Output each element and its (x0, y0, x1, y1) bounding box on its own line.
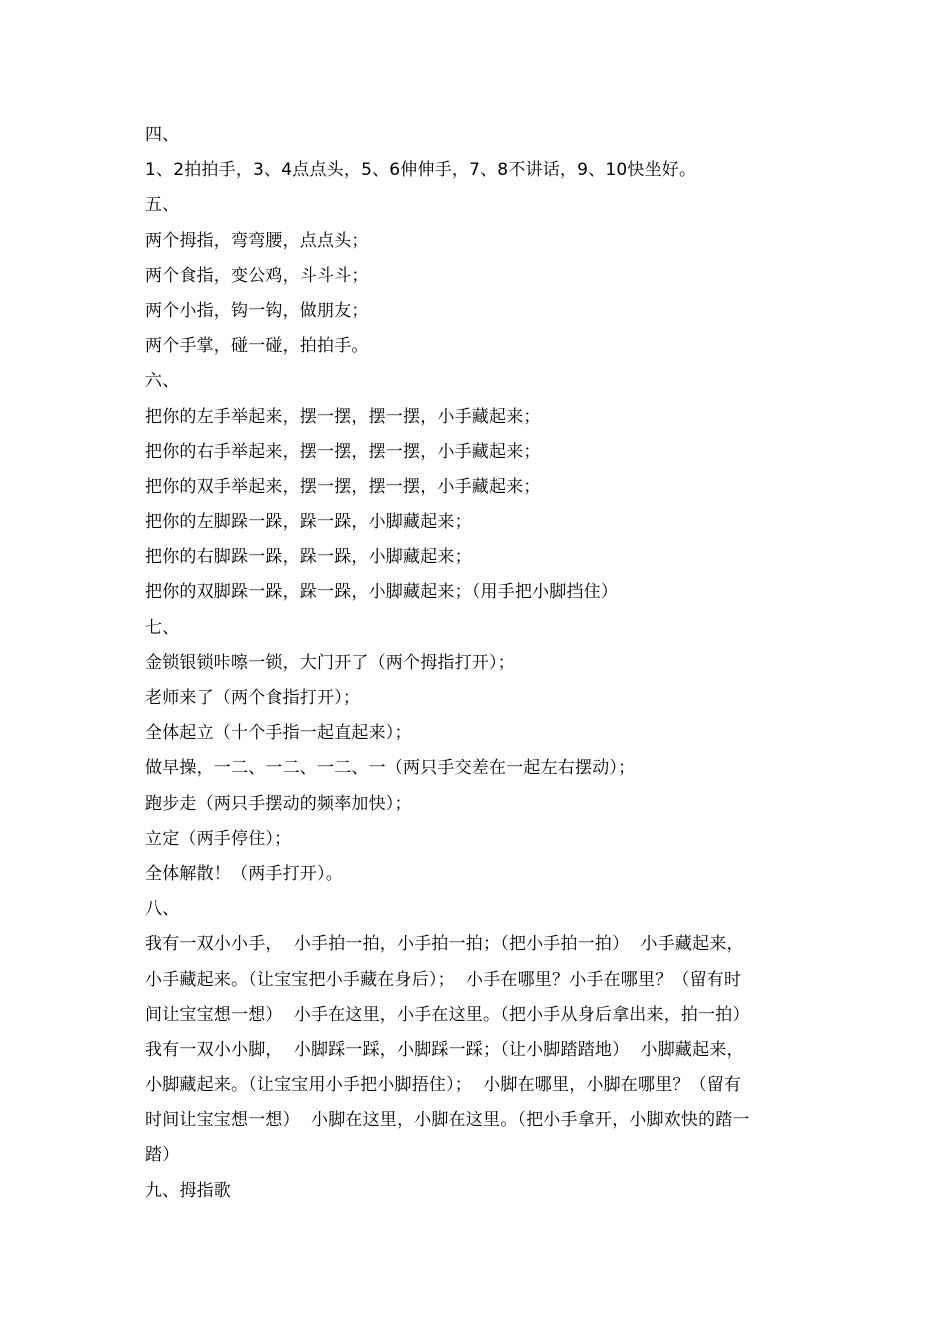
text-line: 把你的左脚跺一跺，跺一跺，小脚藏起来； (145, 512, 472, 533)
text-line: 间让宝宝想一想） 小手在这里，小手在这里。（把小手从身后拿出来，拍一拍） (145, 1004, 750, 1025)
section-heading-6: 六、 (145, 371, 180, 392)
text-line: 做早操，一二、一二、一二、一（两只手交差在一起左右摆动）； (145, 758, 636, 779)
text-line: 两个拇指，弯弯腰，点点头； (145, 230, 369, 251)
document-body (145, 118, 810, 1209)
text-line: 我有一双小小手， 小手拍一拍，小手拍一拍；（把小手拍一拍） 小手藏起来， (145, 934, 744, 955)
text-line: 把你的双手举起来，摆一摆，摆一摆，小手藏起来； (145, 476, 541, 497)
text-line: 全体起立（十个手指一起直起来）； (145, 723, 412, 744)
text-line: 时间让宝宝想一想） 小脚在这里，小脚在这里。（把小手拿开，小脚欢快的踏一 (145, 1110, 750, 1131)
text-line: 金锁银锁咔嚓一锁，大门开了（两个拇指打开）； (145, 652, 515, 673)
text-line: 1、2拍拍手，3、4点点头，5、6伸伸手，7、8不讲话，9、10快坐好。 (145, 160, 697, 181)
text-line: 跑步走（两只手摆动的频率加快）； (145, 793, 412, 814)
text-line: 把你的左手举起来，摆一摆，摆一摆，小手藏起来； (145, 406, 541, 427)
section-heading-5: 五、 (145, 195, 180, 216)
text-line: 老师来了（两个食指打开）； (145, 688, 361, 708)
text-line: 立定（两手停住）； (145, 828, 292, 849)
text-line: 两个手掌，碰一碰，拍拍手。 (145, 336, 369, 357)
section-heading-8: 八、 (145, 899, 180, 920)
section-heading-4: 四、 (145, 125, 180, 145)
section-heading-9: 九、拇指歌 (145, 1180, 231, 1201)
text-line: 两个小指，钩一钩，做朋友； (145, 300, 369, 321)
section-heading-7: 七、 (145, 617, 180, 638)
text-line: 两个食指，变公鸡，斗斗斗； (145, 265, 369, 286)
text-line: 把你的双脚跺一跺，跺一跺，小脚藏起来；（用手把小脚挡住） (145, 582, 619, 603)
text-line: 把你的右脚跺一跺，跺一跺，小脚藏起来； (145, 547, 472, 568)
text-line: 全体解散！（两手打开）。 (145, 863, 343, 884)
text-line: 小手藏起来。（让宝宝把小手藏在身后）； 小手在哪里？小手在哪里？（留有时 (145, 969, 742, 990)
text-line: 把你的右手举起来，摆一摆，摆一摆，小手藏起来； (145, 441, 541, 462)
text-line: 小脚藏起来。（让宝宝用小手把小脚捂住）； 小脚在哪里，小脚在哪里？（留有 (145, 1075, 742, 1096)
text-line: 踏） (145, 1145, 180, 1166)
text-line: 我有一双小小脚， 小脚踩一踩，小脚踩一踩；（让小脚踏踏地） 小脚藏起来， (145, 1039, 744, 1060)
